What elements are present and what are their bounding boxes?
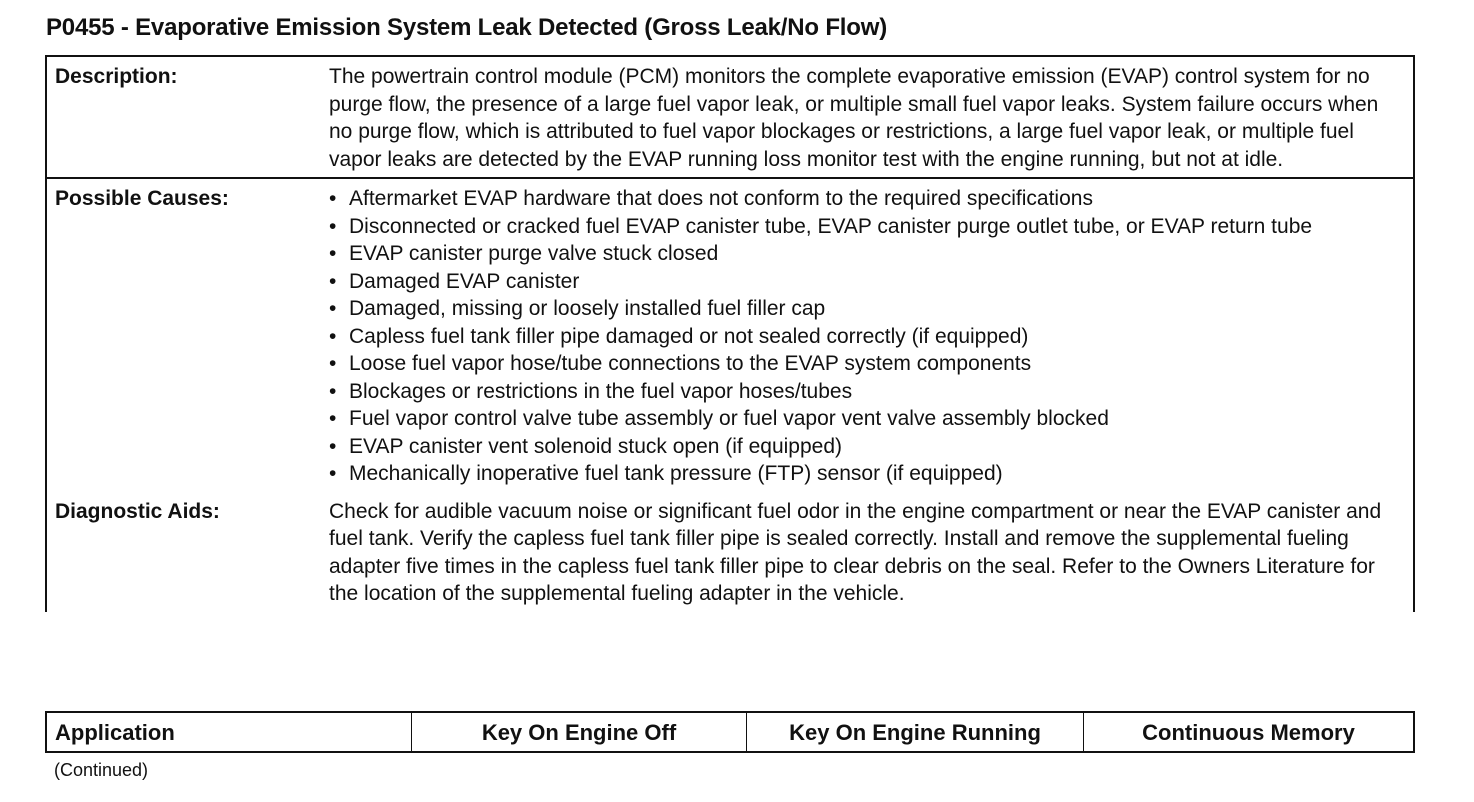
- header-continuous-memory: Continuous Memory: [1142, 720, 1355, 745]
- diagnostic-aids-text: Check for audible vacuum noise or significant fuel odor in the engine compartment or near the EVAP canister and fuel tank. Verify the capless fuel tank filler pipe is sealed correctly. Install and remove the supplemental fueling adapter five times in the capless fuel tank filler pipe to clear debris on the seal. Refer to the Owners Literature for the location of the supplemental fueling adapter in the vehicle.: [329, 499, 1382, 605]
- cause-item: • Blockages or restrictions in the fuel vapor hoses/tubes: [329, 378, 1403, 406]
- header-application: Application: [47, 713, 412, 751]
- diagnostic-aids-label: Diagnostic Aids:: [55, 499, 220, 523]
- header-key-on-engine-running: Key On Engine Running: [747, 713, 1084, 751]
- cause-item: • Damaged, missing or loosely installed fuel filler cap: [329, 295, 1403, 323]
- header-key-on-engine-off: Key On Engine Off: [412, 713, 747, 751]
- cause-item: • EVAP canister purge valve stuck closed: [329, 240, 1403, 268]
- possible-causes-label: Possible Causes:: [55, 187, 229, 210]
- cause-item: • Aftermarket EVAP hardware that does not conform to the required specifications: [329, 185, 1403, 213]
- description-label: Description:: [55, 65, 178, 88]
- possible-causes-row: [47, 179, 1413, 492]
- cause-item: • Loose fuel vapor hose/tube connections to the EVAP system components: [329, 350, 1403, 378]
- cause-item: • Capless fuel tank filler pipe damaged or not sealed correctly (if equipped): [329, 323, 1403, 351]
- cause-item: • Damaged EVAP canister: [329, 268, 1403, 296]
- application-table-header: [45, 711, 1415, 753]
- dtc-info-table: [45, 55, 1415, 612]
- continued-note: (Continued): [54, 760, 149, 780]
- cause-item: • Fuel vapor control valve tube assembly or fuel vapor vent valve assembly blocked: [329, 405, 1403, 433]
- cause-item: • Mechanically inoperative fuel tank pressure (FTP) sensor (if equipped): [329, 460, 1403, 488]
- diagnostic-aids-row: [47, 492, 1413, 612]
- description-row: [47, 57, 1413, 179]
- possible-causes-list: [329, 185, 1403, 488]
- cause-item: • EVAP canister vent solenoid stuck open (if equipped): [329, 433, 1403, 461]
- page-title: P0455 - Evaporative Emission System Leak Detected (Gross Leak/No Flow): [46, 14, 887, 41]
- description-text: The powertrain control module (PCM) monitors the complete evaporative emission (EVAP) control system for no purge flow, the presence of a large fuel vapor leak, or multiple small fuel vapor leaks. System failure occurs when no purge flow, which is attributed to fuel vapor blockages or restrictions, a large fuel vapor leak, or multiple fuel vapor leaks are detected by the EVAP running loss monitor test with the engine running, but not at idle.: [329, 65, 1379, 171]
- cause-item: • Disconnected or cracked fuel EVAP canister tube, EVAP canister purge outlet tube, or EVAP return tube: [329, 213, 1403, 241]
